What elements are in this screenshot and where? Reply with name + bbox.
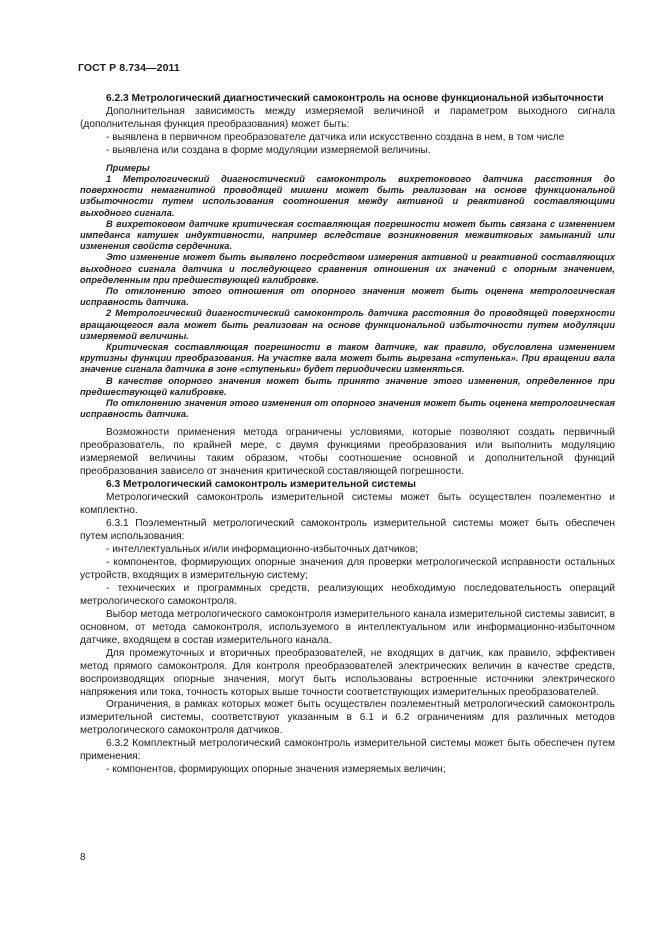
example-paragraph: В качестве опорного значения может быть принято значение этого изменения, определенное при предшествующей калибровке.: [80, 375, 615, 397]
paragraph: Возможности применения метода ограничены условиями, которые позволяют создать первичный преобразователь, по крайней мере, с двумя функциями преобразования или выполнить модуляцию измеряемой величины таким образом, чтобы соотношение основной и дополнительной функций преобразования зависело от значения критической составляющей погрешности.: [80, 427, 615, 478]
example-paragraph: По отклонению этого отношения от опорного значения может быть оценена метрологическая исправность датчика.: [80, 286, 615, 308]
document-header: ГОСТ Р 8.734—2011: [78, 62, 180, 74]
list-item: - технических и программных средств, реализующих необходимую последовательность операций метрологического самоконтроля.: [80, 582, 615, 607]
list-item: - выявлена в первичном преобразователе датчика или искусственно создана в нем, в том числе: [106, 131, 565, 143]
examples-title: Примеры: [106, 162, 150, 173]
page-content: [80, 93, 615, 777]
spacer: [80, 420, 615, 427]
paragraph-6-3-2: 6.3.2 Комплектный метрологический самоконтроль измерительной системы может быть обеспечен путем применения:: [80, 738, 615, 763]
example-paragraph: Критическая составляющая погрешности в таком датчике, как правило, обусловлена изменением крутизны функции преобразования. На участке вала может быть вырезана «ступенька». При вращении вала значение сигнала датчика в зоне «ступеньки» будет периодически изменяться.: [80, 342, 615, 375]
page-number: 8: [80, 852, 86, 863]
paragraph-6-3-1: 6.3.1 Поэлементный метрологический самоконтроль измерительной системы может быть обеспечен путем использования:: [80, 518, 615, 543]
list-item: - компонентов, формирующих опорные значения измеряемых величин;: [106, 764, 446, 776]
section-heading-6-2-3: 6.2.3 Метрологический диагностический самоконтроль на основе функциональной избыточности: [106, 93, 604, 104]
paragraph: Для промежуточных и вторичных преобразователей, не входящих в датчик, как правило, эффективен метод прямого самоконтроля. Для контроля преобразователей электрических величин в качестве средств, воспроизводящих опорные значения, могут быть использованы встроенные источники электрического напряжения или тока, точность которых выше точности соответствующих измерительных преобразователей.: [80, 647, 615, 698]
paragraph: Метрологический самоконтроль измерительной системы может быть осуществлен поэлементно и комплектно.: [80, 492, 615, 517]
example-paragraph: В вихретоковом датчике критическая составляющая погрешности может быть связана с изменением импеданса катушек индуктивности, например вследствие возникновения межвитковых замыканий или изменения свойств сердечника.: [80, 218, 615, 252]
list-item: - компонентов, формирующих опорные значения для проверки метрологической исправности остальных устройств, входящих в измерительную систему;: [80, 556, 615, 581]
example-paragraph: По отклонению значения этого изменения от опорного значения может быть оценена метрологическая исправность датчика.: [80, 398, 615, 420]
list-item: - интеллектуальных и/или информационно-избыточных датчиков;: [106, 544, 419, 556]
paragraph: Ограничения, в рамках которых может быть осуществлен поэлементный метрологический самоконтроль измерительной системы, соответствуют указанным в 6.1 и 6.2 ограничениям для различных методов метрологического самоконтроля датчиков.: [80, 699, 615, 737]
section-heading-6-3: 6.3 Метрологический самоконтроль измерительной системы: [106, 479, 416, 491]
paragraph: Выбор метода метрологического самоконтроля измерительного канала измерительной системы зависит, в основном, от метода самоконтроля, используемого в интеллектуальном или информационно-избыточном датчике, входящем в состав измерительного канала.: [80, 608, 615, 646]
example-paragraph: 1 Метрологический диагностический самоконтроль вихретокового датчика расстояния до поверхности немагнитной проводящей мишени может быть реализован на основе функциональной избыточности путем использования соотношения между активной и реактивной составляющими выходного сигнала.: [80, 173, 615, 218]
example-paragraph: Это изменение может быть выявлено посредством измерения активной и реактивной составляющих выходного сигнала датчика и последующего сравнения отношения их значений с опорным значением, определенным при предшествующей калибровке.: [80, 252, 615, 285]
paragraph: Дополнительная зависимость между измеряемой величиной и параметром выходного сигнала (дополнительная функция преобразования) может быть:: [80, 105, 615, 130]
example-paragraph: 2 Метрологический диагностический самоконтроль датчика расстояния до проводящей поверхности вращающегося вала может быть реализован на основе функциональной избыточности путем модуляции измеряемой величины.: [80, 308, 615, 341]
list-item: - выявлена или создана в форме модуляции измеряемой величины.: [106, 144, 431, 156]
